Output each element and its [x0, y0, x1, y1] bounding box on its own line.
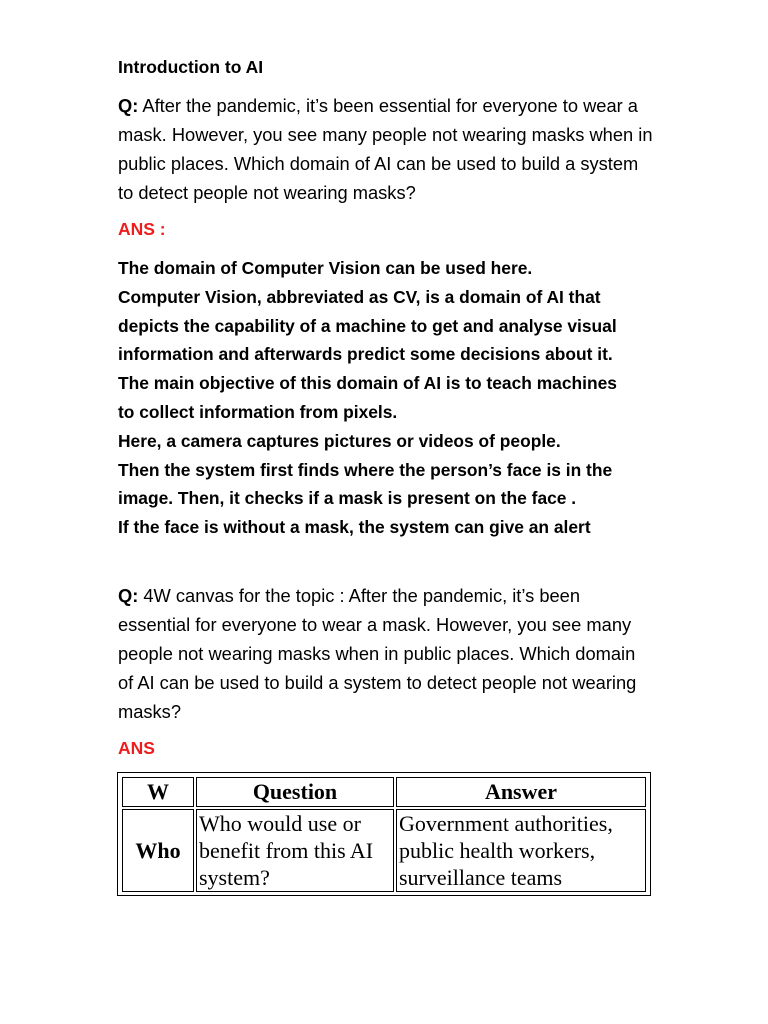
table-row: [122, 809, 646, 892]
answer-1-line: The domain of Computer Vision can be used here.: [118, 258, 533, 278]
answer-1-line: Here, a camera captures pictures or videos of people.: [118, 430, 561, 451]
question-1-label: Q:: [118, 95, 139, 116]
header-question: Question: [196, 777, 394, 807]
answer-1-line: Computer Vision, abbreviated as CV, is a domain of AI that: [118, 286, 601, 307]
answer-1-line: The main objective of this domain of AI is to teach machines: [118, 373, 617, 394]
answer-1-line: Then the system first finds where the person’s face is in the: [118, 459, 613, 480]
question-2-text: 4W canvas for the topic : After the pandemic, it’s been essential for everyone to wear a mask. However, you see many people not wearing masks when in public places. Which domain of AI can be used to build a system to detect people not wearing masks?: [118, 585, 637, 722]
header-answer: Answer: [396, 777, 646, 807]
question-1-text: After the pandemic, it’s been essential for everyone to wear a mask. However, you see many people not wearing masks when in public places. Which domain of AI can be used to build a system to detect people not wearing masks?: [118, 95, 653, 203]
4w-table: [120, 775, 648, 894]
answer-1-line: to collect information from pixels.: [118, 401, 398, 422]
answer-1-line: If the face is without a mask, the system can give an alert: [118, 517, 591, 538]
answer-1-line: information and afterwards predict some decisions about it.: [118, 344, 613, 365]
answer-1-label: ANS :: [118, 219, 166, 239]
header-w: W: [122, 777, 194, 807]
cell-question: Who would use or benefit from this AI system?: [196, 809, 394, 892]
question-1: [118, 91, 654, 207]
answer-1-body: [118, 254, 658, 542]
question-2-label: Q:: [118, 585, 139, 606]
answer-1-line: image. Then, it checks if a mask is present on the face .: [118, 488, 577, 509]
cell-w: Who: [122, 809, 194, 892]
answer-1-line: depicts the capability of a machine to get and analyse visual: [118, 315, 617, 336]
cell-answer: Government authorities, public health workers, surveillance teams: [396, 809, 646, 892]
answer-2-label: ANS: [118, 738, 155, 758]
table-header-row: [122, 777, 646, 807]
question-2: [118, 581, 654, 726]
page-title: Introduction to AI: [118, 57, 264, 77]
4w-canvas-table: [117, 772, 651, 896]
